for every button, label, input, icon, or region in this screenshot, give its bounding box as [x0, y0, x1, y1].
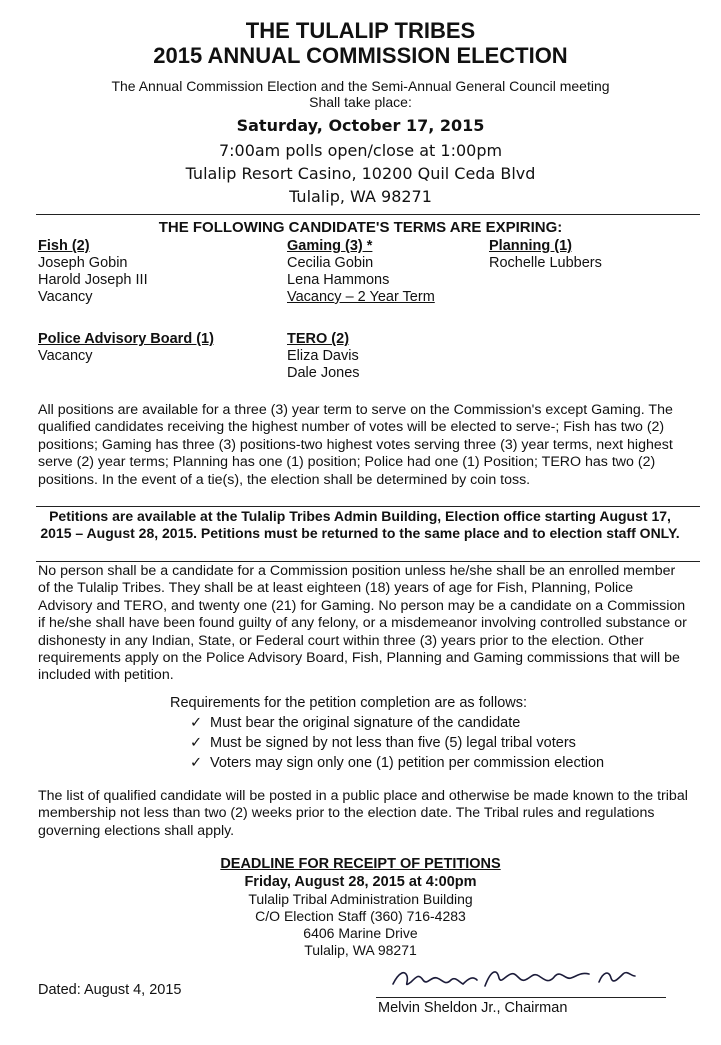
- deadline-address-line: Tulalip Tribal Administration Building: [248, 891, 473, 907]
- requirement-item: [190, 753, 650, 773]
- tero-member: Eliza Davis: [287, 348, 359, 364]
- deadline-address-line: C/O Election Staff (360) 716-4283: [255, 908, 466, 924]
- fish-title: Fish (2): [38, 238, 90, 254]
- checkmark-icon: ✓: [190, 735, 203, 751]
- deadline-heading: DEADLINE FOR RECEIPT OF PETITIONS: [220, 856, 501, 872]
- fish-member: Harold Joseph III: [38, 272, 148, 288]
- requirement-item: [190, 713, 650, 733]
- divider-petitions-bottom: [36, 561, 700, 562]
- tero-title: TERO (2): [287, 331, 350, 347]
- planning-column: [489, 238, 689, 272]
- checkmark-icon: ✓: [190, 715, 203, 731]
- deadline-datetime: Friday, August 28, 2015 at 4:00pm: [244, 874, 477, 890]
- signature-line: [376, 997, 666, 998]
- eligibility-paragraph: No person shall be a candidate for a Commission position unless he/she shall be an enrolled member of the Tulalip Tribes. They shall be at least eighteen (18) years of age for Fish, Planning, Police Advisory and TERO, and twenty one (21) for Gaming. No person may be a candidate on a Commission if he/she shall have been found guilty of any felony, or a misdemeanor involving controlled substance or dishonesty in any Indian, State, or Federal court within three (3) years prior to the election. Other requirements apply on the Police Advisory Board, Fish, Planning and Gaming commissions that will be included with petition.: [38, 563, 687, 684]
- venue: Tulalip Resort Casino, 10200 Quil Ceda Blvd: [185, 164, 536, 183]
- divider-top: [36, 214, 700, 215]
- polls-hours: 7:00am polls open/close at 1:00pm: [218, 141, 503, 160]
- deadline-address-line: Tulalip, WA 98271: [304, 942, 417, 958]
- qualified-list-paragraph: The list of qualified candidate will be posted in a public place and otherwise be made known to the tribal membership not less than two (2) weeks prior to the election date. The Tribal rules and regulations governing elections shall apply.: [38, 788, 688, 839]
- police-column: [38, 331, 278, 365]
- dated-line: Dated: August 4, 2015: [38, 982, 182, 998]
- requirements-intro: Requirements for the petition completion are as follows:: [170, 695, 528, 711]
- police-title: Police Advisory Board (1): [38, 331, 214, 347]
- requirement-text: Voters may sign only one (1) petition per commission election: [210, 755, 605, 771]
- fish-member: Joseph Gobin: [38, 255, 128, 271]
- divider-petitions-top: [36, 506, 700, 507]
- signatory-name: Melvin Sheldon Jr., Chairman: [378, 1000, 568, 1016]
- election-date: Saturday, October 17, 2015: [236, 116, 485, 135]
- checkmark-icon: ✓: [190, 755, 203, 771]
- intro-line-1: The Annual Commission Election and the Semi-Annual General Council meeting: [111, 78, 610, 94]
- gaming-title: Gaming (3) *: [287, 238, 373, 254]
- expiring-heading: THE FOLLOWING CANDIDATE'S TERMS ARE EXPIRING:: [158, 219, 563, 236]
- tero-column: [287, 331, 487, 382]
- planning-member: Rochelle Lubbers: [489, 255, 602, 271]
- positions-paragraph: All positions are available for a three (3) year term to serve on the Commission's except Gaming. The qualified candidates receiving the highest number of votes will be elected to serve-; Fish has two (2) positions; Gaming has three (3) positions-two highest votes serving three (3) year terms, next highest serve (2) year terms; Planning has one (1) position; Police had one (1) Position; TERO has two (2) positions. In the event of a tie(s), the election shall be determined by coin toss.: [38, 402, 673, 488]
- deadline-address-line: 6406 Marine Drive: [303, 925, 418, 941]
- gaming-member: Lena Hammons: [287, 272, 390, 288]
- gaming-member: Cecilia Gobin: [287, 255, 374, 271]
- requirement-text: Must be signed by not less than five (5) legal tribal voters: [210, 735, 576, 751]
- tero-member: Dale Jones: [287, 365, 360, 381]
- deadline-address: [0, 891, 721, 959]
- fish-column: [38, 238, 268, 306]
- venue-city: Tulalip, WA 98271: [289, 187, 432, 206]
- fish-member: Vacancy: [38, 289, 93, 305]
- title-line-2: 2015 ANNUAL COMMISSION ELECTION: [153, 43, 568, 68]
- gaming-vacancy: Vacancy – 2 Year Term: [287, 289, 435, 305]
- title-line-1: THE TULALIP TRIBES: [245, 18, 476, 43]
- requirement-text: Must bear the original signature of the candidate: [210, 715, 521, 731]
- requirements-list: [190, 713, 650, 773]
- intro-line-2: Shall take place:: [309, 94, 412, 110]
- petitions-notice: Petitions are available at the Tulalip Tribes Admin Building, Election office starting August 17, 2015 – August 28, 2015. Petitions must be returned to the same place and to election staff ONLY.: [40, 508, 680, 541]
- police-member: Vacancy: [38, 348, 93, 364]
- planning-title: Planning (1): [489, 238, 572, 254]
- gaming-column: [287, 238, 487, 306]
- chairman-signature: [385, 962, 645, 996]
- requirement-item: [190, 733, 650, 753]
